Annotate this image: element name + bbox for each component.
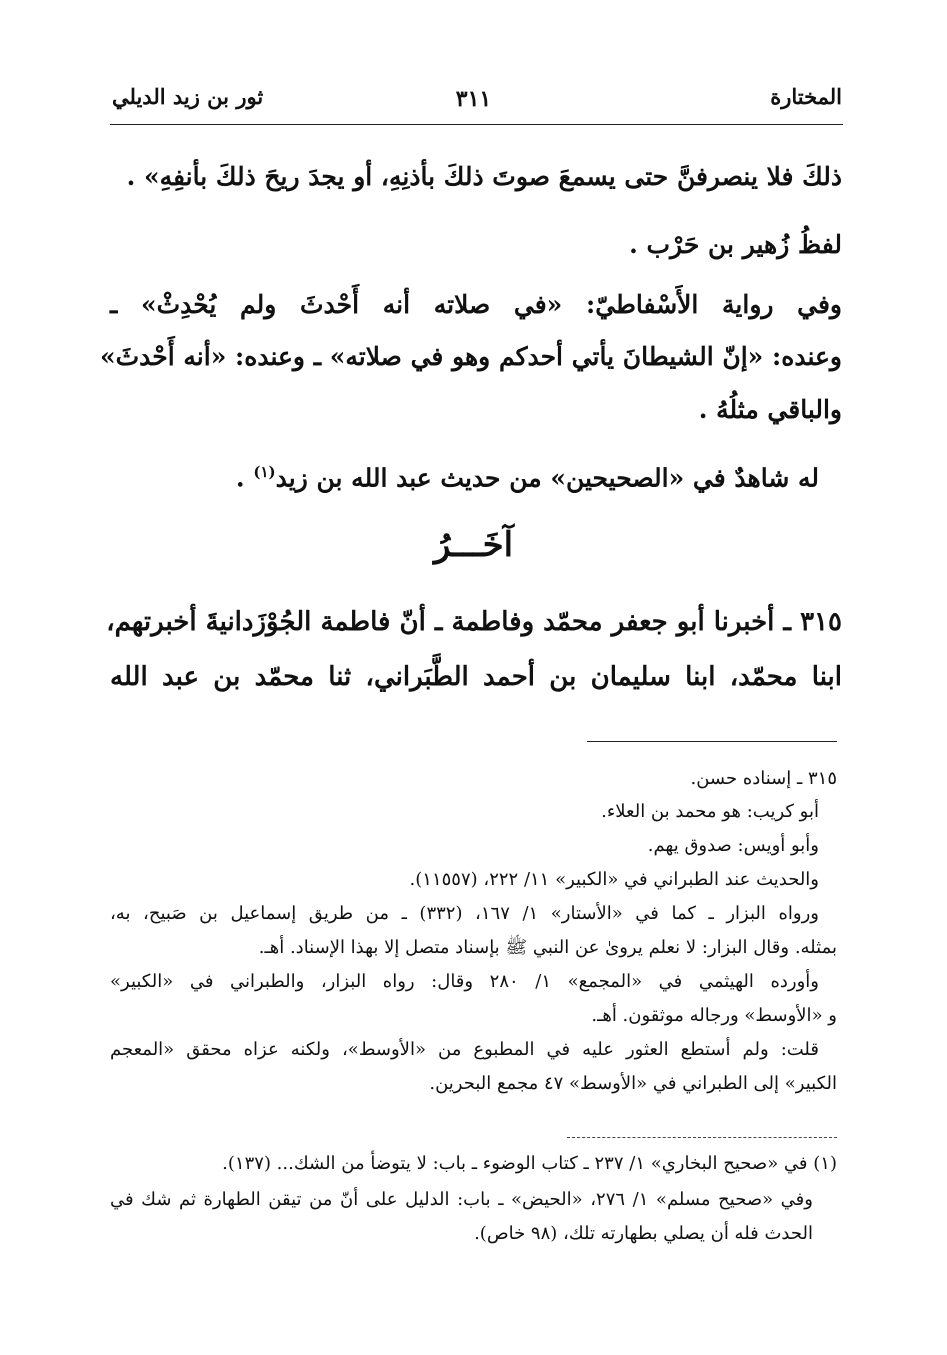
takhrij-line-4: والحديث عند الطبراني في «الكبير» ١١/ ٢٢٢، (١١٥٥٧). (409, 869, 819, 890)
header-rule (110, 124, 843, 125)
page-number: ٣١١ (455, 86, 492, 112)
running-header-book-title: المختارة (770, 84, 842, 109)
body-line-3: وفي رواية الأَسْفاطيّ: «في صلاته أنه أَحْدثَ ولم يُحْدِثْ» ـ (110, 290, 842, 319)
shahid-text: له شاهدٌ في «الصحيحين» من حديث عبد الله بن زيد (275, 463, 819, 493)
section-title: آخَـــرُ (433, 525, 514, 565)
footnote-ref-1[interactable]: (١) (253, 463, 276, 481)
editor-footnote-rule (567, 1137, 837, 1138)
footnote-rule (587, 741, 837, 742)
body-line-5: والباقي مثلُهُ . (698, 395, 842, 424)
body-line-2: لفظُ زُهير بن حَرْب . (629, 230, 842, 259)
takhrij-line-9: قلت: ولم أستطع العثور عليه في المطبوع من «الأوسط»، ولكنه عزاه محقق «المعجم (110, 1039, 819, 1060)
editor-note-line-3: الحدث فله أن يصلي بطهارته تلك، (٩٨ خاص). (474, 1223, 813, 1244)
body-line-1: ذلكَ فلا ينصرفنَّ حتى يسمعَ صوتَ ذلكَ بأذنِهِ، أو يجدَ ريحَ ذلكَ بأنفِهِ» . (126, 162, 842, 191)
editor-note-line-1: (١) في «صحيح البخاري» ١/ ٢٣٧ ـ كتاب الوضوء ـ باب: لا يتوضأ من الشك... (١٣٧). (222, 1153, 837, 1174)
takhrij-line-1: ٣١٥ ـ إسناده حسن. (690, 768, 837, 789)
shahid-end: . (235, 463, 254, 493)
hadith-line-2: ابنا محمّد، ابنا سليمان بن أحمد الطَّبَراني، ثنا محمّد بن عبد الله (110, 662, 842, 692)
takhrij-line-2: أبو كريب: هو محمد بن العلاء. (601, 801, 819, 822)
takhrij-line-7: وأورده الهيثمي في «المجمع» ١/ ٢٨٠ وقال: رواه البزار، والطبراني في «الكبير» (110, 971, 819, 992)
takhrij-line-3: وأبو أويس: صدوق يهم. (647, 835, 819, 856)
editor-note-line-2: وفي «صحيح مسلم» ١/ ٢٧٦، «الحيض» ـ باب: الدليل على أنّ من تيقن الطهارة ثم شك في (110, 1189, 813, 1210)
running-header-chapter-title: ثور بن زيد الديلي (112, 84, 264, 109)
body-line-6 (110, 452, 819, 498)
takhrij-line-10: الكبير» إلى الطبراني في «الأوسط» ٤٧ مجمع البحرين. (429, 1073, 837, 1094)
takhrij-line-8: و «الأوسط» ورجاله موثقون. أهـ. (591, 1005, 837, 1026)
takhrij-line-6: بمثله. وقال البزار: لا نعلم يروىٰ عن النبي ﷺ بإسناد متصل إلا بهذا الإسناد. أهـ. (258, 937, 837, 958)
body-line-4: وعنده: «إنّ الشيطانَ يأتي أحدكم وهو في صلاته» ـ وعنده: «أنه أَحْدثَ» (100, 342, 842, 371)
takhrij-line-5: ورواه البزار ـ كما في «الأستار» ١/ ١٦٧، (٣٣٢) ـ من طريق إسماعيل بن صَبيح، به، (110, 903, 819, 924)
hadith-line-1: ٣١٥ ـ أخبرنا أبو جعفر محمّد وفاطمة ـ أنّ فاطمة الجُوْزَدانيةَ أخبرتهم، (106, 607, 842, 637)
